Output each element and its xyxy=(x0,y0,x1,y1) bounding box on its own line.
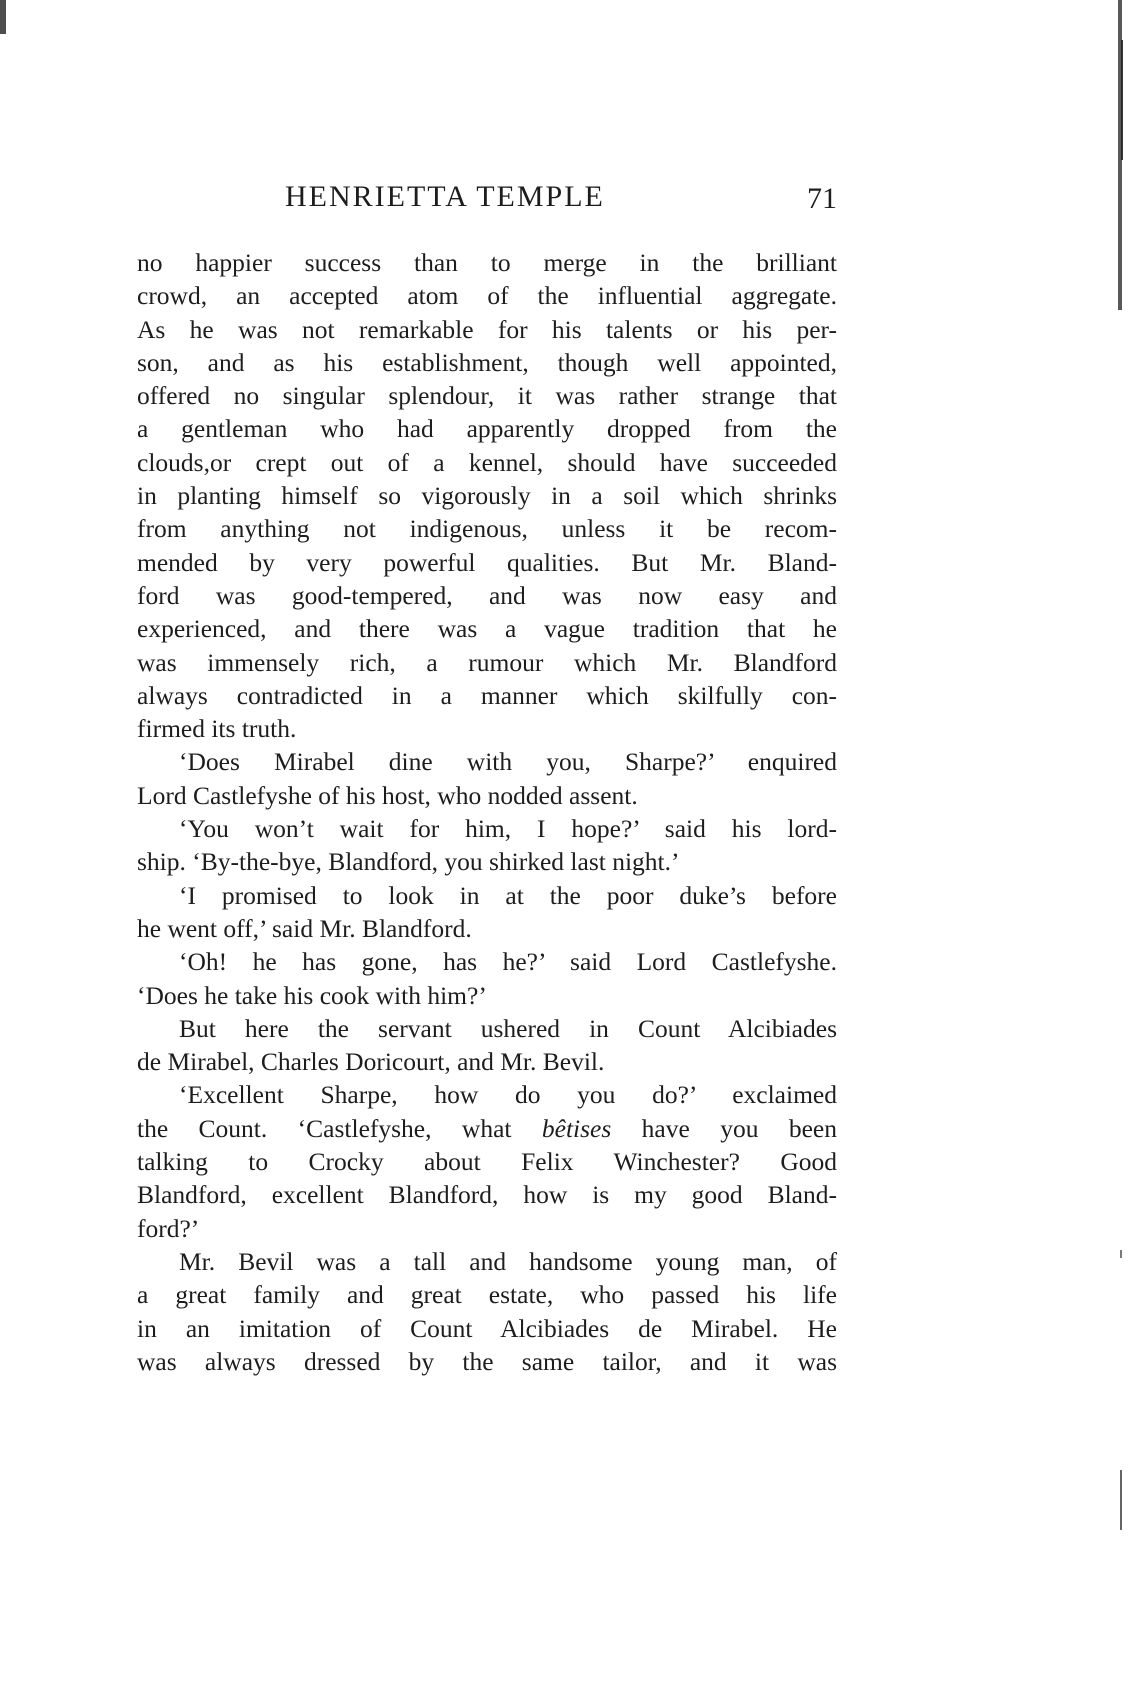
text-line: from anything not indigenous, unless it be recom- xyxy=(137,514,837,544)
text-line-with-italic xyxy=(137,1112,837,1145)
text-line: ship. ‘By-the-bye, Blandford, you shirked last night.’ xyxy=(137,847,680,877)
text-line: offered no singular splendour, it was rather strange that xyxy=(137,381,837,411)
scan-edge-mark xyxy=(1120,1250,1122,1258)
running-head xyxy=(137,180,837,220)
running-title: HENRIETTA TEMPLE xyxy=(285,180,605,213)
text-line: a great family and great estate, who passed his life xyxy=(137,1280,837,1310)
text-line: crowd, an accepted atom of the influential aggregate. xyxy=(137,281,837,311)
text-line: firmed its truth. xyxy=(137,714,297,744)
text-line: ‘Oh! he has gone, has he?’ said Lord Castlefyshe. xyxy=(179,947,837,977)
text-line: ford was good-tempered, and was now easy and xyxy=(137,580,837,610)
text-line: ‘Does Mirabel dine with you, Sharpe?’ enquired xyxy=(179,747,837,777)
text-line: As he was not remarkable for his talents or his per- xyxy=(137,314,837,344)
text-line: de Mirabel, Charles Doricourt, and Mr. Bevil. xyxy=(137,1047,605,1077)
italic-word: bêtises xyxy=(541,1113,612,1143)
text-line: in an imitation of Count Alcibiades de Mirabel. He xyxy=(137,1313,837,1343)
text-line: ‘I promised to look in at the poor duke’s before xyxy=(179,880,837,910)
page-number: 71 xyxy=(807,182,837,215)
text-line: talking to Crocky about Felix Winchester? Good xyxy=(137,1147,837,1177)
text-line: clouds,or crept out of a kennel, should have succeeded xyxy=(137,447,837,477)
scan-edge-mark xyxy=(1121,40,1123,160)
text-line: mended by very powerful qualities. But Mr. Bland- xyxy=(137,547,837,577)
text-segment: the Count. ‘Castlefyshe, what xyxy=(137,1113,542,1143)
text-line: ‘Excellent Sharpe, how do you do?’ exclaimed xyxy=(179,1080,837,1110)
text-line: in planting himself so vigorously in a soil which shrinks xyxy=(137,481,837,511)
text-line: Mr. Bevil was a tall and handsome young man, of xyxy=(179,1246,837,1276)
text-line: Lord Castlefyshe of his host, who nodded assent. xyxy=(137,780,638,810)
scan-edge-mark xyxy=(0,0,6,34)
text-line: ‘Does he take his cook with him?’ xyxy=(137,980,487,1010)
text-line: was always dressed by the same tailor, and it was xyxy=(137,1346,837,1376)
text-line: experienced, and there was a vague tradition that he xyxy=(137,614,837,644)
text-line: But here the servant ushered in Count Alcibiades xyxy=(179,1013,837,1043)
text-line: always contradicted in a manner which skilfully con- xyxy=(137,680,837,710)
text-line: Blandford, excellent Blandford, how is my good Bland- xyxy=(137,1180,837,1210)
body-text xyxy=(137,246,837,1378)
scan-edge-mark xyxy=(1120,1470,1122,1530)
text-line: ‘You won’t wait for him, I hope?’ said his lord- xyxy=(179,814,837,844)
text-segment: have you been xyxy=(611,1113,837,1143)
text-line: ford?’ xyxy=(137,1213,200,1243)
text-line: was immensely rich, a rumour which Mr. Blandford xyxy=(137,647,837,677)
text-line: he went off,’ said Mr. Blandford. xyxy=(137,913,472,943)
text-line: a gentleman who had apparently dropped from the xyxy=(137,414,837,444)
text-line: no happier success than to merge in the brilliant xyxy=(137,248,837,277)
text-line: son, and as his establishment, though well appointed, xyxy=(137,347,837,377)
